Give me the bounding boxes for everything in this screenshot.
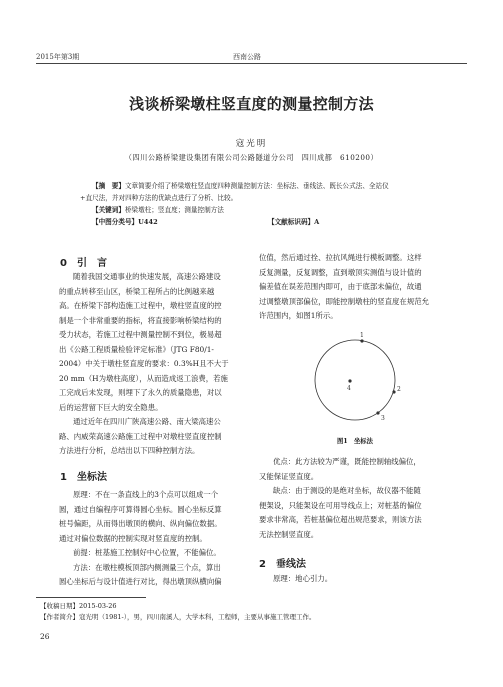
point-label-3: 3 bbox=[381, 415, 385, 422]
method-1-premise: 前提：桩基施工控制好中心位置，不能偏位。 bbox=[73, 548, 221, 557]
doc-code-label: 【文献标识码】 bbox=[268, 218, 315, 226]
clc-number: U442 bbox=[138, 218, 158, 226]
text-line: 出《公路工程质量检验评定标准》（JTG F80/1- bbox=[59, 344, 214, 354]
text-line: 方法进行分析，总结出以下四种控制方法。 bbox=[59, 446, 200, 455]
text-line: 方法：在墩柱模板顶部内侧测量三个点，算出 bbox=[73, 562, 221, 572]
text-line: 受力状态，若施工过程中测量控制不到位，极易超 bbox=[59, 330, 222, 339]
author-affiliation: （四川公路桥梁建设集团有限公司公路隧道分公司 四川成都 610200） bbox=[124, 153, 379, 162]
text-line: 偏差值在误差范围内即可，由于底部未偏位，故通 bbox=[259, 282, 422, 291]
running-header-journal: 西南公路 bbox=[233, 53, 261, 61]
footnotes bbox=[40, 601, 460, 623]
text-line: 反复测量，反复调整，直到墩顶实测值与设计值的 bbox=[259, 267, 422, 277]
text-line: 原理：不在一条直线上的3个点可以组成一个 bbox=[73, 490, 219, 499]
text-line: 优点：此方法较为严谨，既能控制轴线偏位， bbox=[273, 457, 421, 466]
text-line: 过调整墩顶部偏位，即能控制墩柱的竖直度在规范允 bbox=[259, 296, 429, 306]
center-point-4 bbox=[348, 379, 351, 382]
figure-1-coordinate-method bbox=[300, 330, 410, 430]
abstract bbox=[80, 180, 452, 228]
text-line: 2004）中关于墩柱竖直度的要求：0.3%H且不大于 bbox=[59, 359, 229, 368]
method-2-principle bbox=[259, 572, 447, 587]
text-line: 许范围内，如图1所示。 bbox=[259, 311, 338, 320]
text-line: 要求非常高，若桩基偏位超出规范要求，则该方法 bbox=[259, 515, 422, 524]
text-line: 无法控制竖直度。 bbox=[259, 529, 319, 539]
header-rule bbox=[36, 63, 467, 64]
text-line: 又能保证竖直度。 bbox=[259, 471, 319, 481]
abstract-text-line1: 文章简要介绍了桥梁墩柱竖直度四种测量控制方法：坐标法、垂线法、既长公式法、全站仪 bbox=[124, 182, 389, 190]
text-line: 缺点：由于测设的是绝对坐标，故仪器不能随 bbox=[273, 486, 421, 495]
running-header-issue: 2015年第3期 bbox=[36, 53, 80, 61]
author-bio: 【作者简介】寇光明（1981-），男，四川南溪人，大学本科，工程师，主要从事施工管理工作。 bbox=[40, 613, 316, 621]
text-line: 原理：地心引力。 bbox=[273, 574, 333, 583]
text-line: 通过近年在四川广陕高速公路、南大梁高速公 bbox=[73, 417, 221, 426]
survey-point-1 bbox=[360, 339, 363, 342]
section-2-heading: 2 垂线法 bbox=[259, 559, 306, 570]
doc-code: A bbox=[314, 218, 320, 226]
point-label-4: 4 bbox=[347, 385, 351, 392]
survey-point-2 bbox=[392, 390, 395, 393]
text-line: 通过对偏位数据的控制实现对竖直度的控制。 bbox=[59, 533, 207, 543]
keywords: 桥梁墩柱；竖直度；测量控制方法 bbox=[124, 206, 224, 214]
text-line: 圆心坐标后与设计值进行对比，得出墩顶纵横向偏 bbox=[59, 577, 222, 586]
intro-paragraph-2 bbox=[59, 415, 247, 459]
text-line: 工完成后未发现，则埋下了永久的质量隐患，对以 bbox=[59, 388, 222, 397]
point-label-1: 1 bbox=[360, 332, 364, 339]
article-title: 浅谈桥梁墩柱竖直度的测量控制方法 bbox=[129, 95, 374, 113]
text-line: 高。在桥梁下部构造施工过程中，墩柱竖直度的控 bbox=[59, 301, 222, 310]
abstract-text-line2: +直尺法，并对四种方法的优缺点进行了分析、比较。 bbox=[80, 194, 238, 202]
method-1-continued bbox=[259, 251, 447, 324]
received-date: 【收稿日期】2015-03-26 bbox=[40, 602, 117, 610]
section-1-heading: 1 坐标法 bbox=[60, 472, 107, 483]
section-0-heading: 0 引 言 bbox=[60, 258, 107, 269]
text-line: 后的运营留下巨大的安全隐患。 bbox=[59, 402, 163, 412]
method-1-principle bbox=[59, 488, 247, 590]
text-line: 20 mm（H为墩柱高度），从而造成返工浪费，若施 bbox=[59, 373, 228, 383]
text-line: 桩号偏距，从而得出墩顶的横向、纵向偏位数据。 bbox=[59, 519, 222, 528]
text-line: 随着我国交通事业的快速发展，高速公路建设 bbox=[73, 272, 221, 281]
text-line: 路、内威荣高速公路施工过程中对墩柱竖直度控制 bbox=[59, 431, 222, 441]
point-label-2: 2 bbox=[397, 386, 401, 393]
text-line: 制是一个非常重要的指标，将直接影响桥梁结构的 bbox=[59, 315, 222, 325]
page-number: 26 bbox=[40, 632, 50, 641]
keywords-label: 【关键词】 bbox=[92, 206, 125, 214]
text-line: 圆，通过自编程序可算得圆心坐标。圆心坐标反算 bbox=[59, 504, 222, 514]
figure-1-caption: 图1 坐标法 bbox=[337, 438, 373, 445]
survey-point-3 bbox=[376, 411, 379, 414]
pier-circle bbox=[315, 340, 395, 420]
text-line: 位值，然后通过拴、拉抗风绳进行模板调整。这样 bbox=[259, 253, 422, 262]
text-line: 的重点转移至山区，桥梁工程所占的比例越来越 bbox=[59, 286, 215, 296]
clc-label: 【中图分类号】 bbox=[92, 218, 139, 226]
method-1-pros-cons bbox=[259, 455, 447, 542]
abstract-label: 【摘 要】 bbox=[92, 182, 125, 190]
intro-paragraph-1 bbox=[59, 270, 247, 415]
author-name: 寇光明 bbox=[235, 139, 268, 149]
text-line: 便架设，只能架设在可用导线点上；对桩基的偏位 bbox=[259, 500, 422, 510]
footnote-rule bbox=[36, 597, 146, 598]
